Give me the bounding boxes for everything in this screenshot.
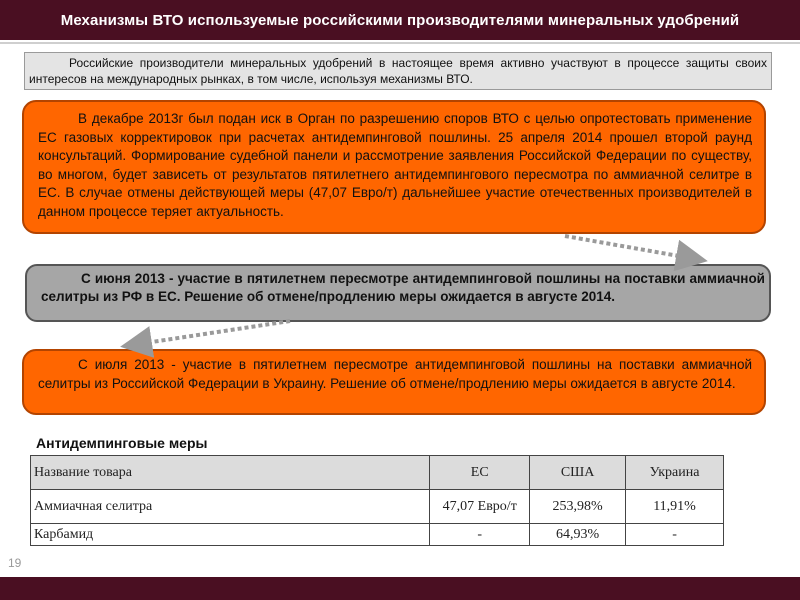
cell-eu: - — [430, 524, 530, 546]
cell-ukraine: 11,91% — [626, 490, 724, 524]
footer-bar — [0, 577, 800, 600]
table-row — [31, 490, 724, 524]
header-product: Название товара — [31, 456, 430, 490]
intro-box: Российские производители минеральных удобрений в настоящее время активно участвуют в процессе защиты своих интересов на международных рынках, в том числе, используя механизмы ВТО. — [24, 52, 772, 90]
table-heading: Антидемпинговые меры — [36, 435, 208, 451]
wto-dispute-box: В декабре 2013г был подан иск в Орган по разрешению споров ВТО с целью опротестовать применение ЕС газовых корректировок при расчетах антидемпинговой пошлины. 25 апреля 2014 прошел второй раунд консультаций. Формирование судебной панели и рассмотрение заявления Российской Федерации по существу, во многом, будет зависеть от результатов пятилетнего антидемпингового пересмотра по аммиачной селитре в ЕС. В случае отмены действующей меры (47,07 Евро/т) дальнейшее участие отечественных производителей в данном процессе теряет актуальность. — [22, 100, 766, 234]
table-header-row — [31, 456, 724, 490]
slide-title: Механизмы ВТО используемые российскими производителями минеральных удобрений — [60, 11, 740, 29]
eu-review-box: С июня 2013 - участие в пятилетнем пересмотре антидемпинговой пошлины на поставки аммиачной селитры из РФ в ЕС. Решение об отмене/продлению меры ожидается в августе 2014. — [25, 264, 771, 322]
table-row — [31, 524, 724, 546]
header-divider — [0, 42, 800, 44]
cell-product: Аммиачная селитра — [31, 490, 430, 524]
antidumping-table — [30, 455, 724, 546]
arrow-eu-to-ukraine — [132, 321, 290, 345]
cell-eu: 47,07 Евро/т — [430, 490, 530, 524]
header-eu: ЕС — [430, 456, 530, 490]
arrow-dispute-to-eu — [565, 236, 696, 259]
header-ukraine: Украина — [626, 456, 724, 490]
ukraine-review-box: С июля 2013 - участие в пятилетнем пересмотре антидемпинговой пошлины на поставки аммиачной селитры из Российской Федерации в Украину. Решение об отмене/продлению меры ожидается в августе 2014. — [22, 349, 766, 415]
header-usa: США — [530, 456, 626, 490]
cell-ukraine: - — [626, 524, 724, 546]
cell-usa: 64,93% — [530, 524, 626, 546]
page-number: 19 — [8, 556, 22, 570]
header-bar — [0, 0, 800, 40]
cell-usa: 253,98% — [530, 490, 626, 524]
cell-product: Карбамид — [31, 524, 430, 546]
